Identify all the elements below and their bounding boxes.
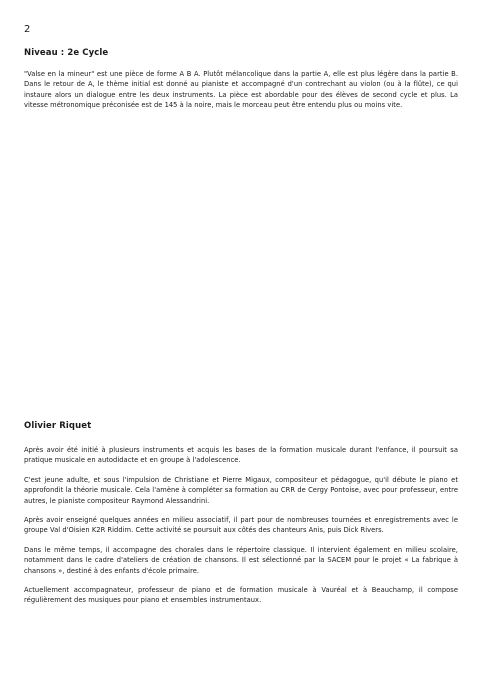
biography-paragraph: Actuellement accompagnateur, professeur de piano et de formation musicale à Vauréal et à Beauchamp, il compose régulièrement des musiques pour piano et ensembles instrumentaux. xyxy=(24,586,458,605)
niveau-section xyxy=(24,48,458,120)
biography-paragraph: Après avoir enseigné quelques années en milieu associatif, il part pour de nombreuses tournées et enregistrements avec le groupe Val d'Oisien K2R Riddim. Cette activité se poursuit aux côtés des chanteurs Anis, puis Dick Rivers. xyxy=(24,516,458,535)
biography-heading: Olivier Riquet xyxy=(24,421,92,431)
biography-paragraph: Dans le même temps, il accompagne des chorales dans le répertoire classique. Il intervient également en milieu scolaire, notamment dans le cadre d'ateliers de création de chansons. Il est sélectionné par la SACEM pour le projet « La fabrique à chansons », destiné à des enfants d'école primaire. xyxy=(24,545,458,575)
niveau-paragraph: "Valse en la mineur" est une pièce de forme A B A. Plutôt mélancolique dans la partie A, elle est plus légère dans la partie B. Dans le retour de A, le thème initial est donné au pianiste et accompagné d'un contrechant au violon (ou à la flûte), ce qui instaure alors un dialogue entre les deux instruments. La pièce est abordable pour des élèves de second cycle et plus. La vitesse métronomique préconisée est de 145 à la noire, mais le morceau peut être entendu plus ou moins vite. xyxy=(24,70,458,110)
page-number: 2 xyxy=(24,24,31,35)
niveau-heading: Niveau : 2e Cycle xyxy=(24,48,109,58)
biography-section xyxy=(24,421,458,615)
biography-paragraph: Après avoir été initié à plusieurs instruments et acquis les bases de la formation musicale durant l'enfance, il poursuit sa pratique musicale en autodidacte et en groupe à l'adolescence. xyxy=(24,446,458,465)
biography-paragraph: C'est jeune adulte, et sous l'impulsion de Christiane et Pierre Migaux, compositeur et pédagogue, qu'il débute le piano et approfondit la théorie musicale. Cela l'amène à compléter sa formation au CRR de Cergy Pontoise, avec pour professeur, entre autres, le pianiste compositeur Raymond Alessandrini. xyxy=(24,475,458,505)
